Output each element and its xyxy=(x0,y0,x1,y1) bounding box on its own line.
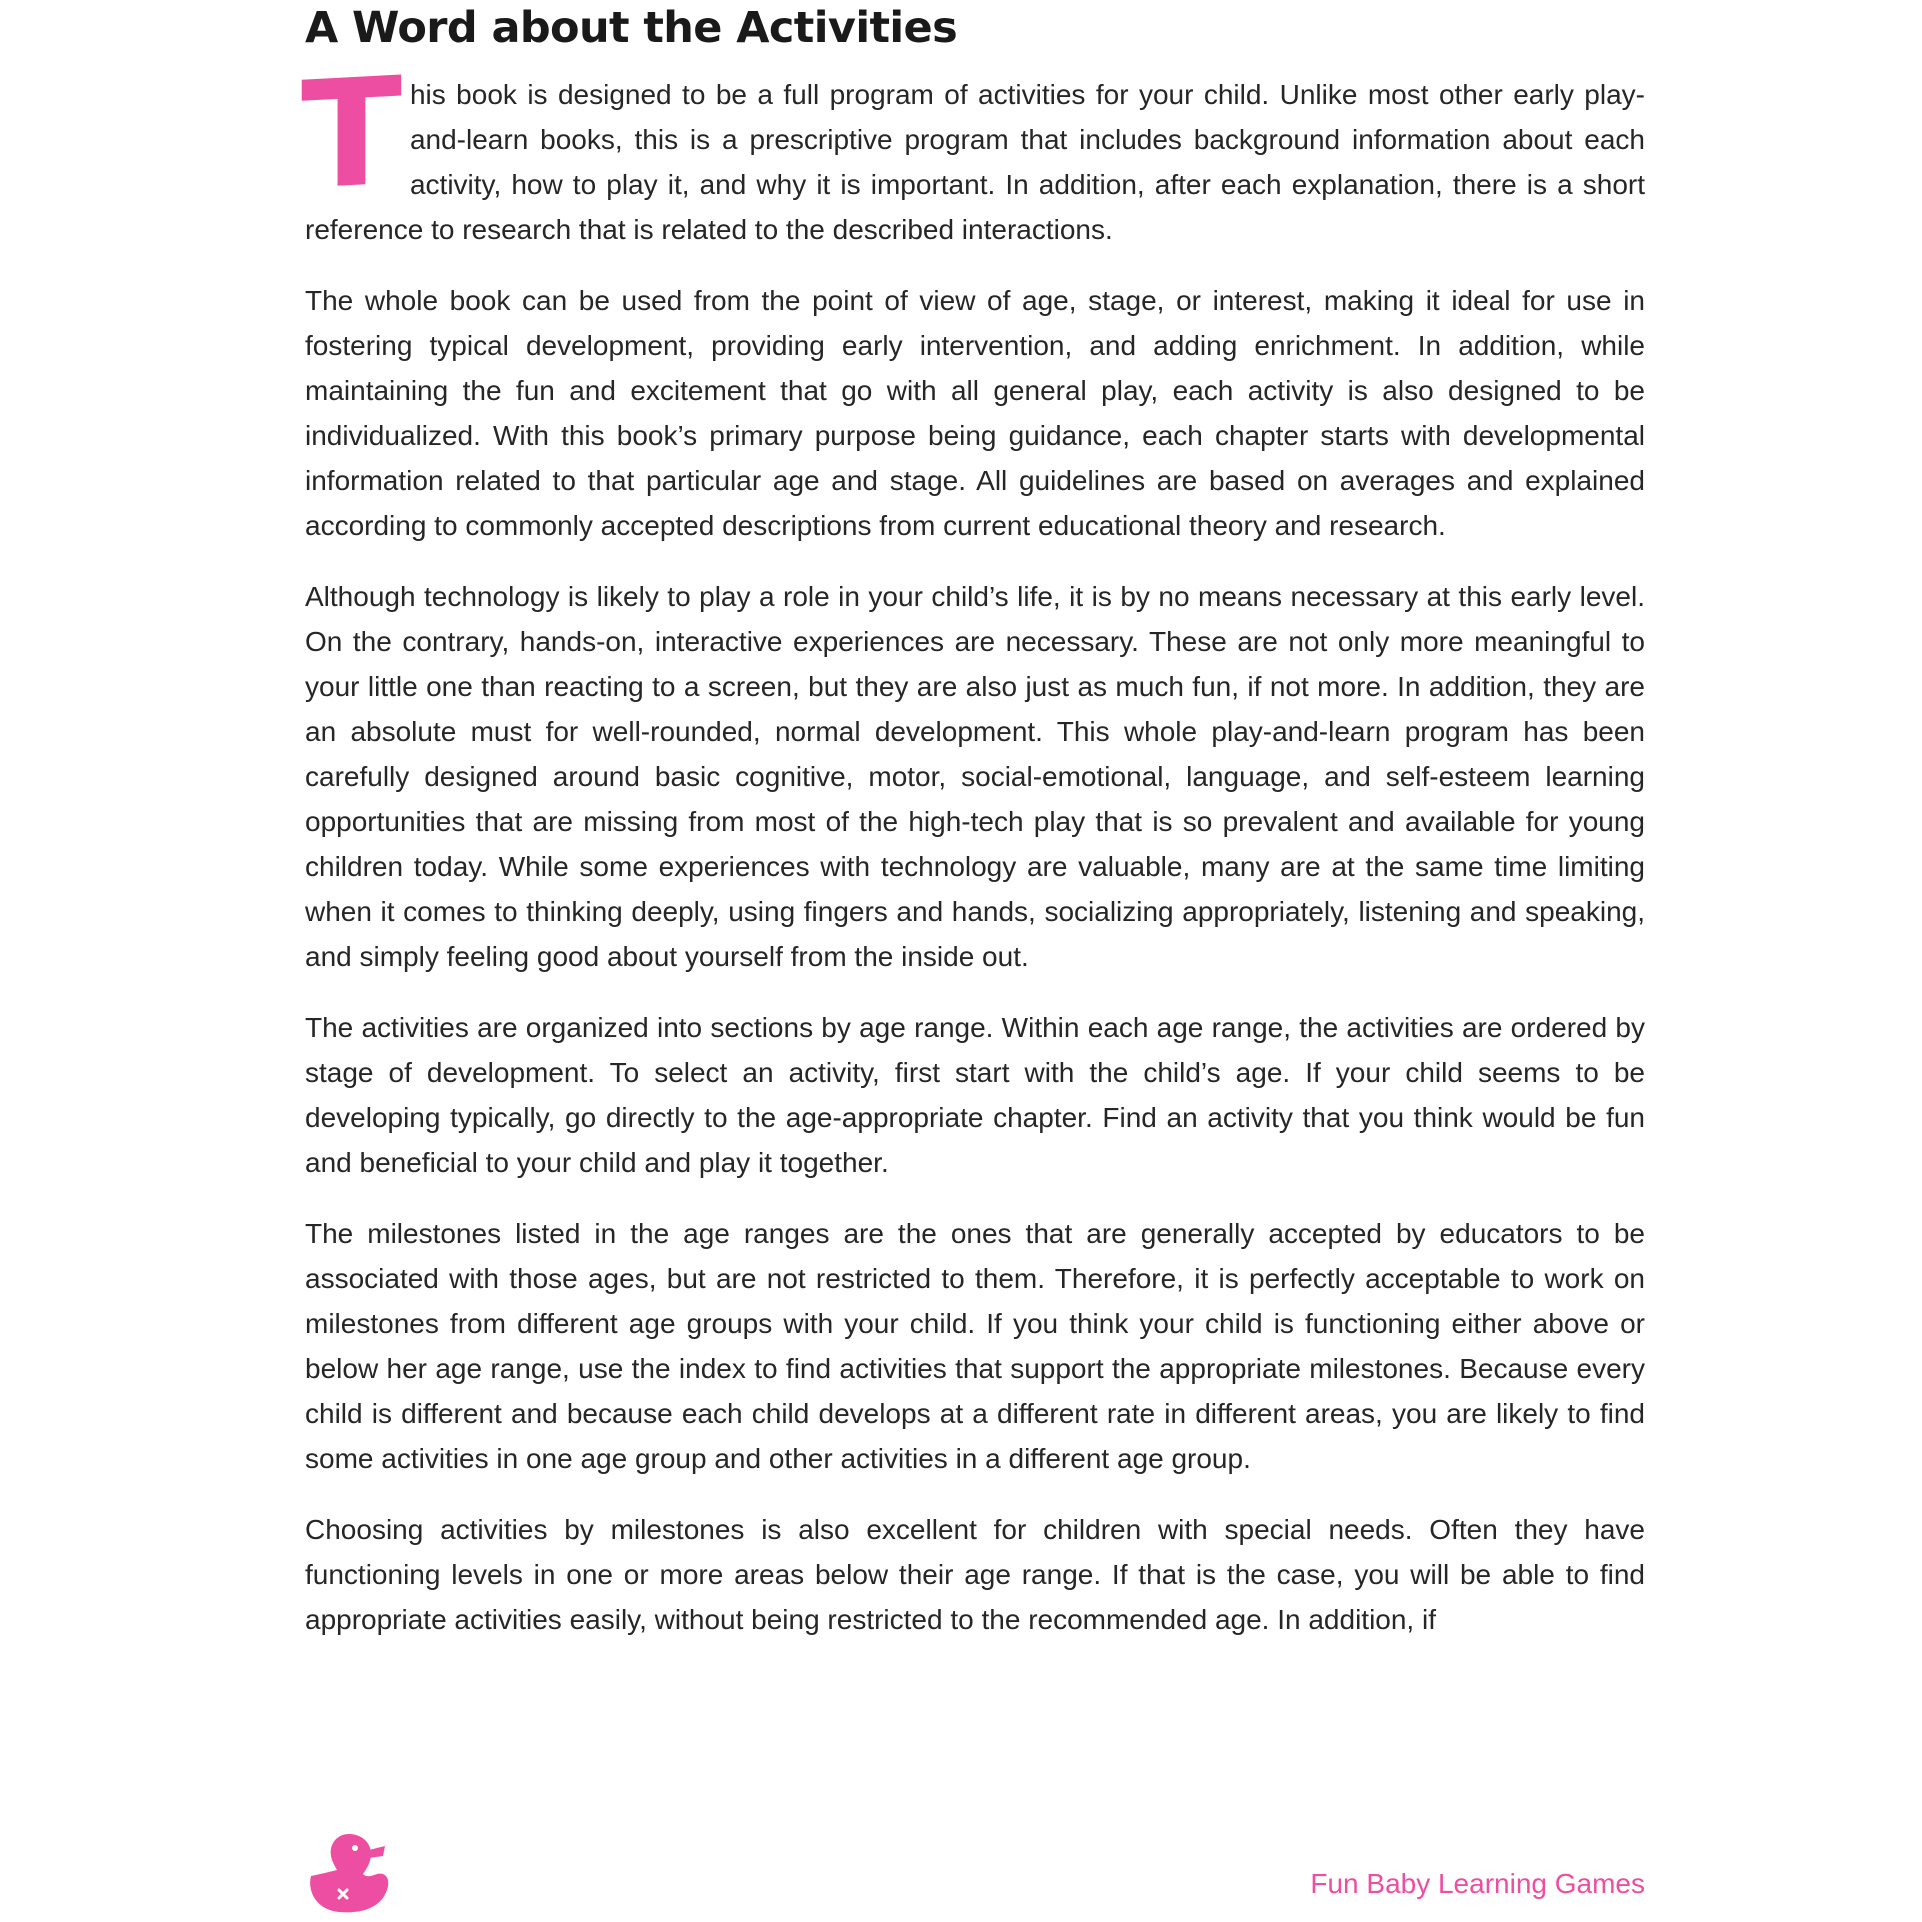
paragraph-3: Although technology is likely to play a role in your child’s life, it is by no means necessary at this early level. On the contrary, hands-on, interactive experiences are necessary. These are not only more meaningful to your little one than reacting to a screen, but they are also just as much fun, if not more. In addition, they are an absolute must for well-rounded, normal development. This whole play-and-learn program has been carefully designed around basic cognitive, motor, social-emotional, language, and self-esteem learning opportunities that are missing from most of the high-tech play that is so prevalent and available for young children today. While some experiences with technology are valuable, many are at the same time limiting when it comes to thinking deeply, using fingers and hands, socializing appropriately, listening and speaking, and simply feeling good about yourself from the inside out. xyxy=(305,581,1645,972)
body-text xyxy=(301,45,1645,1668)
paragraph-4: The activities are organized into sections by age range. Within each age range, the activities are ordered by stage of development. To select an activity, first start with the child’s age. If your child seems to be developing typically, go directly to the age-appropriate chapter. Find an activity that you think would be fun and beneficial to your child and play it together. xyxy=(305,1012,1645,1178)
paragraph-1-text: his book is designed to be a full program of activities for your child. Unlike most other early play-and-learn books, this is a prescriptive program that includes background information about each activity, how to play it, and why it is important. In addition, after each explanation, there is a short reference to research that is related to the described interactions. xyxy=(305,79,1645,245)
drop-cap: T xyxy=(301,45,402,223)
paragraph-5: The milestones listed in the age ranges are the ones that are generally accepted by educators to be associated with those ages, but are not restricted to them. Therefore, it is perfectly acceptable to work on milestones from different age groups with your child. If you think your child is functioning either above or below her age range, use the index to find activities that support the appropriate milestones. Because every child is different and because each child develops at a different rate in different areas, you are likely to find some activities in one age group and other activities in a different age group. xyxy=(305,1218,1645,1474)
book-title: Fun Baby Learning Games xyxy=(1310,1868,1645,1899)
section-heading: A Word about the Activities xyxy=(305,3,958,53)
paragraph-6: Choosing activities by milestones is also excellent for children with special needs. Often they have functioning levels in one or more areas below their age range. If that is the case, you will be able to find appropriate activities easily, without being restricted to the recommended age. In addition, if xyxy=(305,1514,1645,1635)
paragraph-1 xyxy=(301,45,1645,252)
page-footer xyxy=(305,1832,1645,1922)
paragraph-2: The whole book can be used from the point of view of age, stage, or interest, making it ideal for use in fostering typical development, providing early intervention, and adding enrichment. In addition, while maintaining the fun and excitement that go with all general play, each activity is also designed to be individualized. With this book’s primary purpose being guidance, each chapter starts with developmental information related to that particular age and stage. All guidelines are based on averages and explained according to commonly accepted descriptions from current educational theory and research. xyxy=(305,285,1645,541)
rubber-duck-icon xyxy=(305,1832,395,1916)
document-page xyxy=(301,0,1645,1922)
